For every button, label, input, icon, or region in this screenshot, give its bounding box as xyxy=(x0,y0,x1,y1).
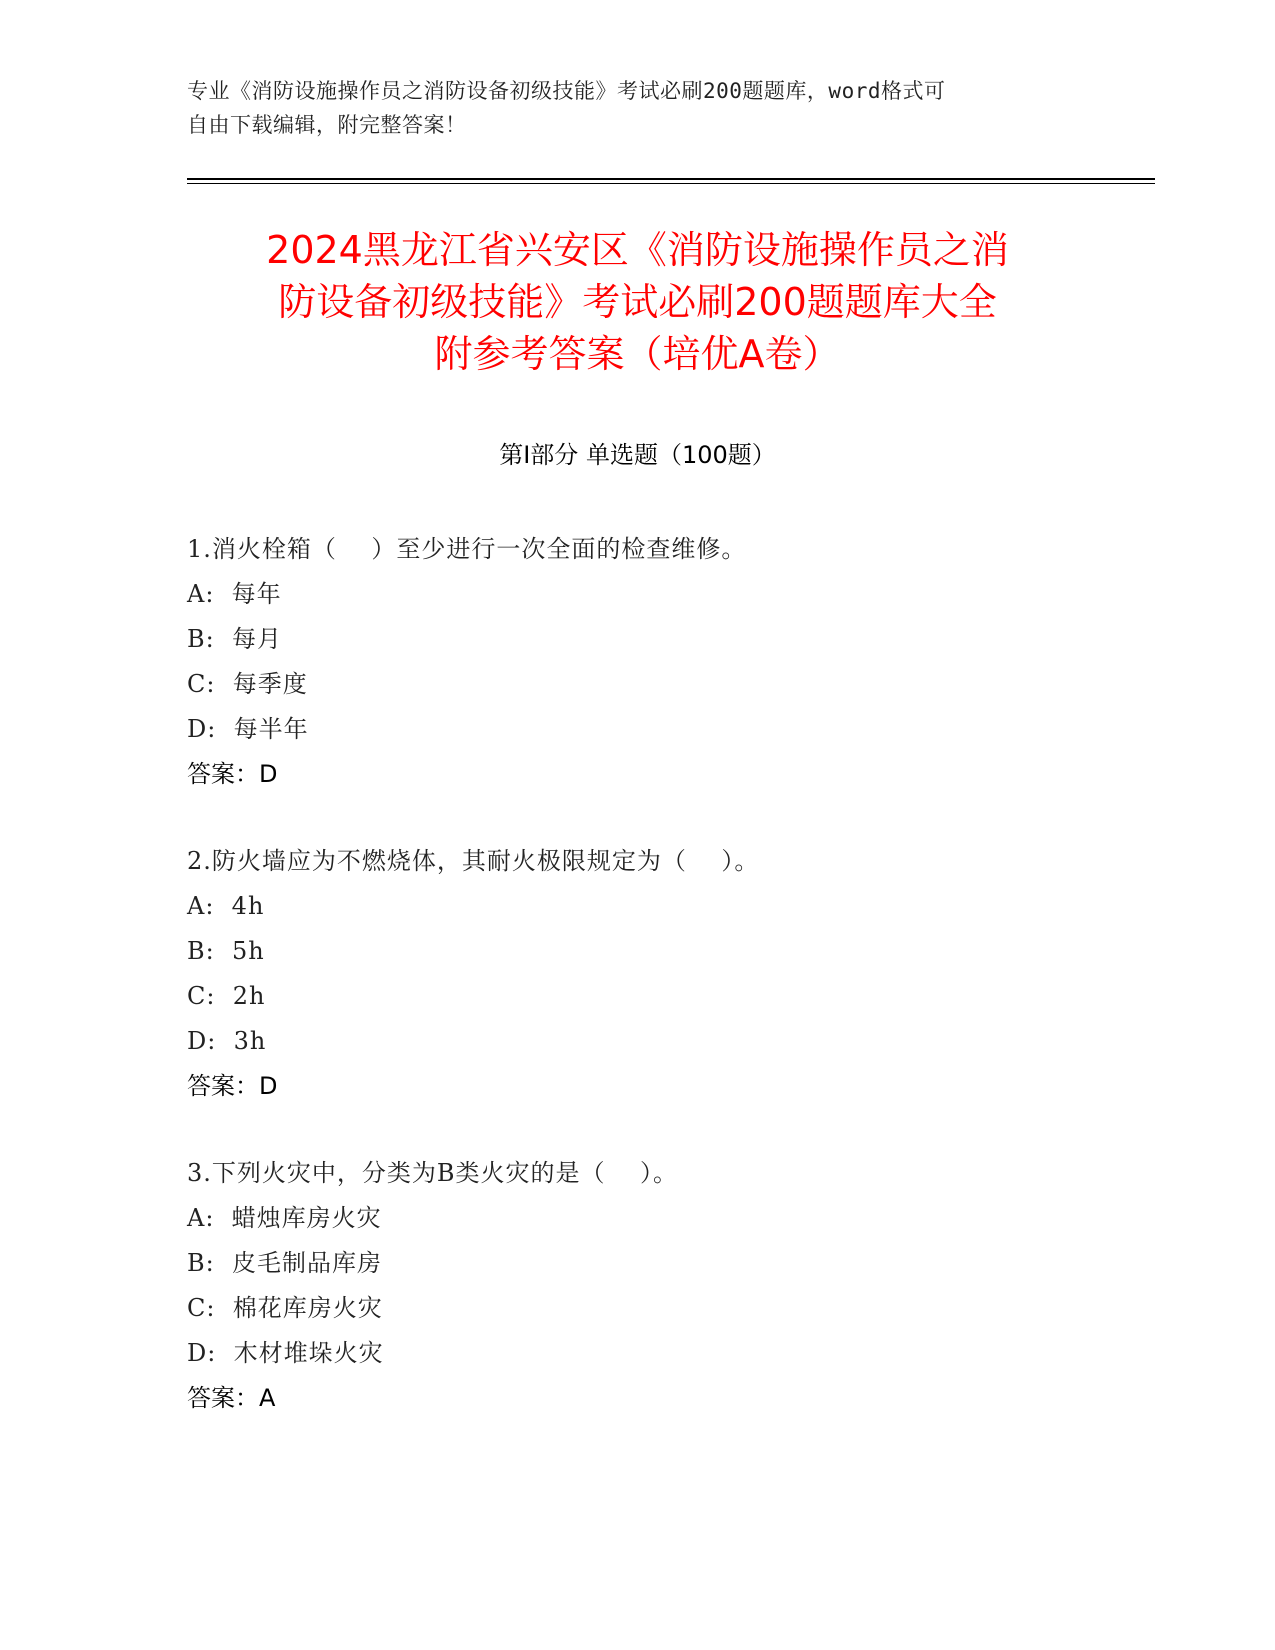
title-line2: 防设备初级技能》考试必刷200题题库大全 xyxy=(278,280,997,324)
section-title: 第Ⅰ部分 单选题（100题） xyxy=(499,441,776,469)
question-2 xyxy=(187,839,1127,1109)
document-title xyxy=(150,224,1125,380)
option-d: D: 每半年 xyxy=(187,715,309,743)
option-a: A: 4h xyxy=(187,892,265,920)
option-c: C: 棉花库房火灾 xyxy=(187,1294,383,1322)
answer: 答案：A xyxy=(187,1384,276,1412)
option-c: C: 2h xyxy=(187,982,266,1010)
answer: 答案：D xyxy=(187,760,278,788)
option-a: A: 蜡烛库房火灾 xyxy=(187,1204,382,1232)
title-line1: 2024黑龙江省兴安区《消防设施操作员之消 xyxy=(266,228,1009,272)
question-3 xyxy=(187,1151,1127,1421)
question-stem: 3.下列火灾中，分类为B类火灾的是（ ）。 xyxy=(187,1159,679,1187)
option-a: A: 每年 xyxy=(187,580,282,608)
answer: 答案：D xyxy=(187,1072,278,1100)
divider-top xyxy=(187,178,1155,180)
header-note-line2: 自由下载编辑，附完整答案！ xyxy=(187,113,467,137)
question-1 xyxy=(187,527,1127,797)
option-d: D: 3h xyxy=(187,1027,267,1055)
option-b: B: 5h xyxy=(187,937,265,965)
question-stem: 2.防火墙应为不燃烧体，其耐火极限规定为（ ）。 xyxy=(187,847,760,875)
question-list xyxy=(187,527,1127,1463)
option-c: C: 每季度 xyxy=(187,670,308,698)
header-note-line1: 专业《消防设施操作员之消防设备初级技能》考试必刷200题题库，word格式可 xyxy=(187,79,946,103)
header-note xyxy=(187,74,1067,142)
title-line3: 附参考答案（培优A卷） xyxy=(434,332,841,376)
option-b: B: 皮毛制品库房 xyxy=(187,1249,382,1277)
option-b: B: 每月 xyxy=(187,625,282,653)
option-d: D: 木材堆垛火灾 xyxy=(187,1339,384,1367)
divider-bottom xyxy=(187,183,1155,184)
question-stem: 1.消火栓箱（ ）至少进行一次全面的检查维修。 xyxy=(187,535,747,563)
